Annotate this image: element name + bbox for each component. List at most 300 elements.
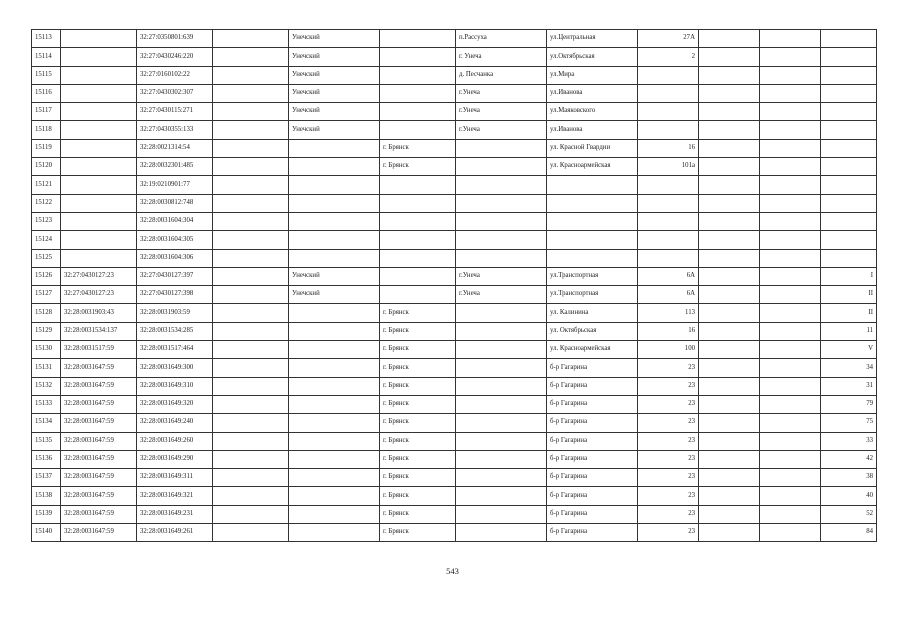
table-cell: ул.Иванова bbox=[547, 121, 638, 139]
table-cell bbox=[699, 377, 760, 395]
table-cell bbox=[61, 84, 137, 102]
table-cell bbox=[380, 267, 456, 285]
table-cell: 23 bbox=[638, 469, 699, 487]
table-cell: 15128 bbox=[32, 304, 61, 322]
table-cell: ул.Октябрьская bbox=[547, 48, 638, 66]
table-cell bbox=[760, 139, 821, 157]
table-cell: 15137 bbox=[32, 469, 61, 487]
table-cell: б-р Гагарина bbox=[547, 505, 638, 523]
table-cell bbox=[699, 139, 760, 157]
table-cell bbox=[699, 487, 760, 505]
table-cell: ул.Иванова bbox=[547, 84, 638, 102]
table-cell bbox=[699, 267, 760, 285]
table-cell bbox=[456, 194, 547, 212]
table-cell bbox=[699, 469, 760, 487]
table-cell: 32:28:0031517:59 bbox=[61, 341, 137, 359]
table-cell: 84 bbox=[821, 524, 877, 542]
table-cell: б-р Гагарина bbox=[547, 469, 638, 487]
table-cell bbox=[760, 322, 821, 340]
table-cell: 32:28:0031647:59 bbox=[61, 469, 137, 487]
table-cell: 32:28:0031649:231 bbox=[137, 505, 213, 523]
table-cell: 32:27:0430127:23 bbox=[61, 267, 137, 285]
table-cell: 15122 bbox=[32, 194, 61, 212]
table-row bbox=[32, 450, 877, 468]
table-cell: 32:27:0430355:133 bbox=[137, 121, 213, 139]
table-cell: 32:27:0350801:639 bbox=[137, 30, 213, 48]
table-cell bbox=[289, 414, 380, 432]
table-cell: 15132 bbox=[32, 377, 61, 395]
table-cell: ул.Мира bbox=[547, 66, 638, 84]
table-cell: 101а bbox=[638, 158, 699, 176]
table-cell: 15130 bbox=[32, 341, 61, 359]
table-row bbox=[32, 194, 877, 212]
table-cell: г. Брянск bbox=[380, 377, 456, 395]
table-cell bbox=[380, 286, 456, 304]
table-cell bbox=[760, 194, 821, 212]
table-cell: б-р Гагарина bbox=[547, 377, 638, 395]
table-cell: 32:28:0031649:290 bbox=[137, 450, 213, 468]
table-cell bbox=[760, 267, 821, 285]
table-row bbox=[32, 341, 877, 359]
table-cell bbox=[380, 249, 456, 267]
table-cell: 32:28:0031517:464 bbox=[137, 341, 213, 359]
table-cell bbox=[699, 304, 760, 322]
table-cell bbox=[760, 66, 821, 84]
table-cell bbox=[289, 505, 380, 523]
table-cell: г. Унеча bbox=[456, 48, 547, 66]
table-cell bbox=[699, 30, 760, 48]
table-cell bbox=[289, 450, 380, 468]
table-cell: 31 bbox=[821, 377, 877, 395]
table-cell bbox=[213, 395, 289, 413]
table-cell bbox=[821, 194, 877, 212]
page-number: 543 bbox=[446, 566, 459, 576]
table-cell: 32:28:0030812:748 bbox=[137, 194, 213, 212]
table-cell: 32:28:0031647:59 bbox=[61, 377, 137, 395]
table-cell: г. Брянск bbox=[380, 359, 456, 377]
table-cell: 32:28:0021314:54 bbox=[137, 139, 213, 157]
table-cell bbox=[61, 249, 137, 267]
table-row bbox=[32, 48, 877, 66]
table-cell: 32:28:0031903:43 bbox=[61, 304, 137, 322]
table-cell bbox=[289, 432, 380, 450]
table-cell: 15129 bbox=[32, 322, 61, 340]
table-cell bbox=[380, 66, 456, 84]
table-cell bbox=[760, 158, 821, 176]
table-cell: 32:27:0430115:271 bbox=[137, 103, 213, 121]
table-cell bbox=[456, 414, 547, 432]
table-cell: Унечский bbox=[289, 267, 380, 285]
table-cell bbox=[61, 66, 137, 84]
table-cell bbox=[289, 158, 380, 176]
table-cell bbox=[289, 487, 380, 505]
table-cell bbox=[760, 341, 821, 359]
table-cell bbox=[213, 414, 289, 432]
table-cell bbox=[821, 84, 877, 102]
table-cell bbox=[638, 231, 699, 249]
table-cell bbox=[699, 322, 760, 340]
table-cell bbox=[821, 30, 877, 48]
table-cell: ул. Калинина bbox=[547, 304, 638, 322]
table-cell bbox=[213, 487, 289, 505]
table-cell bbox=[638, 84, 699, 102]
table-cell: 15139 bbox=[32, 505, 61, 523]
table-cell bbox=[289, 212, 380, 230]
table-cell: 23 bbox=[638, 414, 699, 432]
table-cell: 15123 bbox=[32, 212, 61, 230]
table-cell: г. Брянск bbox=[380, 158, 456, 176]
table-cell bbox=[760, 414, 821, 432]
table-cell: 32:27:0430127:397 bbox=[137, 267, 213, 285]
table-cell bbox=[456, 341, 547, 359]
table-cell: 23 bbox=[638, 432, 699, 450]
table-cell bbox=[821, 121, 877, 139]
table-cell bbox=[760, 469, 821, 487]
table-cell: 100 bbox=[638, 341, 699, 359]
table-cell bbox=[821, 158, 877, 176]
table-cell bbox=[456, 432, 547, 450]
table-cell: 32:28:0031647:59 bbox=[61, 450, 137, 468]
table-cell: д. Песчанка bbox=[456, 66, 547, 84]
table-row bbox=[32, 304, 877, 322]
table-cell: ул. Октябрьская bbox=[547, 322, 638, 340]
table-cell bbox=[699, 66, 760, 84]
table-cell bbox=[760, 395, 821, 413]
table-cell: б-р Гагарина bbox=[547, 450, 638, 468]
table-cell: 15127 bbox=[32, 286, 61, 304]
table-cell bbox=[213, 121, 289, 139]
table-cell bbox=[699, 48, 760, 66]
table-cell bbox=[456, 212, 547, 230]
table-cell bbox=[289, 194, 380, 212]
table-cell bbox=[699, 286, 760, 304]
table-cell bbox=[61, 103, 137, 121]
table-cell: г. Брянск bbox=[380, 524, 456, 542]
table-row bbox=[32, 524, 877, 542]
table-cell: 15118 bbox=[32, 121, 61, 139]
table-cell: 32:27:0430127:23 bbox=[61, 286, 137, 304]
table-cell: 15133 bbox=[32, 395, 61, 413]
table-cell bbox=[289, 359, 380, 377]
table-cell: 32:28:0031647:59 bbox=[61, 359, 137, 377]
table-cell: ул.Маяковского bbox=[547, 103, 638, 121]
table-cell bbox=[699, 158, 760, 176]
table-cell: I bbox=[821, 267, 877, 285]
table-cell bbox=[456, 304, 547, 322]
table-cell bbox=[213, 139, 289, 157]
table-cell: г. Брянск bbox=[380, 469, 456, 487]
table-row bbox=[32, 66, 877, 84]
table-cell: 32:28:0031649:240 bbox=[137, 414, 213, 432]
table-cell: ул.Транспортная bbox=[547, 267, 638, 285]
table-cell: б-р Гагарина bbox=[547, 432, 638, 450]
table-cell bbox=[213, 231, 289, 249]
table-cell bbox=[699, 450, 760, 468]
table-cell bbox=[760, 304, 821, 322]
table-cell bbox=[289, 322, 380, 340]
table-cell bbox=[638, 176, 699, 194]
table-cell bbox=[760, 286, 821, 304]
table-cell: 40 bbox=[821, 487, 877, 505]
table-cell: 15115 bbox=[32, 66, 61, 84]
table-cell bbox=[456, 139, 547, 157]
table-cell bbox=[289, 176, 380, 194]
table-cell: 15120 bbox=[32, 158, 61, 176]
table-row bbox=[32, 84, 877, 102]
table-cell bbox=[638, 66, 699, 84]
table-cell bbox=[760, 487, 821, 505]
table-cell bbox=[547, 212, 638, 230]
table-cell: г. Брянск bbox=[380, 139, 456, 157]
table-cell bbox=[213, 432, 289, 450]
table-cell: 15131 bbox=[32, 359, 61, 377]
table-cell: 23 bbox=[638, 359, 699, 377]
table-cell bbox=[699, 395, 760, 413]
table-cell bbox=[289, 341, 380, 359]
table-cell bbox=[380, 84, 456, 102]
table-cell: ул.Транспортная bbox=[547, 286, 638, 304]
table-cell bbox=[61, 231, 137, 249]
table-cell: Унечский bbox=[289, 121, 380, 139]
table-cell: 15138 bbox=[32, 487, 61, 505]
table-cell bbox=[380, 231, 456, 249]
table-cell bbox=[456, 505, 547, 523]
table-cell: 32:28:0031649:261 bbox=[137, 524, 213, 542]
table-cell bbox=[638, 249, 699, 267]
table-cell bbox=[699, 194, 760, 212]
table-cell bbox=[61, 176, 137, 194]
table-cell bbox=[61, 212, 137, 230]
table-cell: г. Брянск bbox=[380, 395, 456, 413]
table-cell bbox=[699, 505, 760, 523]
table-cell bbox=[760, 212, 821, 230]
table-cell: г. Брянск bbox=[380, 450, 456, 468]
table-cell bbox=[760, 121, 821, 139]
table-cell: 32:28:0031534:137 bbox=[61, 322, 137, 340]
table-cell: 32:28:0031604:305 bbox=[137, 231, 213, 249]
table-cell bbox=[456, 359, 547, 377]
table-cell bbox=[699, 212, 760, 230]
table-cell: г. Брянск bbox=[380, 414, 456, 432]
table-cell: ул.Центральная bbox=[547, 30, 638, 48]
table-cell: б-р Гагарина bbox=[547, 414, 638, 432]
table-cell bbox=[760, 359, 821, 377]
table-cell bbox=[821, 212, 877, 230]
table-cell: г. Брянск bbox=[380, 322, 456, 340]
table-cell bbox=[760, 84, 821, 102]
table-cell bbox=[213, 267, 289, 285]
table-cell: 32:28:0031604:306 bbox=[137, 249, 213, 267]
table-row bbox=[32, 103, 877, 121]
table-cell bbox=[289, 395, 380, 413]
table-cell bbox=[760, 48, 821, 66]
table-cell bbox=[380, 103, 456, 121]
table-cell: 15117 bbox=[32, 103, 61, 121]
table-cell bbox=[289, 139, 380, 157]
table-cell: Унечский bbox=[289, 48, 380, 66]
table-cell: г.Унеча bbox=[456, 103, 547, 121]
table-cell: Унечский bbox=[289, 30, 380, 48]
table-cell bbox=[456, 377, 547, 395]
table-cell: б-р Гагарина bbox=[547, 524, 638, 542]
table-cell bbox=[760, 30, 821, 48]
table-cell: 15135 bbox=[32, 432, 61, 450]
table-cell: Унечский bbox=[289, 66, 380, 84]
table-cell bbox=[289, 249, 380, 267]
table-cell bbox=[213, 249, 289, 267]
table-cell bbox=[456, 249, 547, 267]
table-cell bbox=[213, 341, 289, 359]
table-cell: II bbox=[821, 304, 877, 322]
table-row bbox=[32, 212, 877, 230]
table-cell bbox=[213, 66, 289, 84]
table-cell: 32:28:0031649:320 bbox=[137, 395, 213, 413]
table-cell bbox=[821, 48, 877, 66]
table-cell: 79 bbox=[821, 395, 877, 413]
table-cell bbox=[61, 139, 137, 157]
table-cell bbox=[699, 249, 760, 267]
table-cell: 6А bbox=[638, 286, 699, 304]
table-cell bbox=[61, 30, 137, 48]
table-row bbox=[32, 487, 877, 505]
table-cell: 23 bbox=[638, 487, 699, 505]
table-cell bbox=[61, 194, 137, 212]
table-cell: г. Брянск bbox=[380, 487, 456, 505]
table-cell: ул. Красной Гвардии bbox=[547, 139, 638, 157]
table-cell bbox=[213, 524, 289, 542]
table-cell: 23 bbox=[638, 377, 699, 395]
table-cell bbox=[213, 158, 289, 176]
table-cell: 32:28:0031649:311 bbox=[137, 469, 213, 487]
table-cell: 32:28:0031649:321 bbox=[137, 487, 213, 505]
table-cell bbox=[699, 121, 760, 139]
table-cell: 23 bbox=[638, 395, 699, 413]
table-cell bbox=[289, 524, 380, 542]
table-cell bbox=[456, 231, 547, 249]
table-cell: 32:27:0430246:220 bbox=[137, 48, 213, 66]
table-cell: г.Унеча bbox=[456, 267, 547, 285]
table-cell: 15126 bbox=[32, 267, 61, 285]
table-cell: б-р Гагарина bbox=[547, 487, 638, 505]
table-cell: II bbox=[821, 286, 877, 304]
table-row bbox=[32, 267, 877, 285]
table-cell bbox=[547, 194, 638, 212]
table-cell bbox=[380, 194, 456, 212]
table-cell: 15134 bbox=[32, 414, 61, 432]
table-cell bbox=[760, 249, 821, 267]
table-cell: 27А bbox=[638, 30, 699, 48]
table-row bbox=[32, 286, 877, 304]
table-cell bbox=[61, 48, 137, 66]
table-cell bbox=[213, 359, 289, 377]
table-cell bbox=[380, 176, 456, 194]
table-cell bbox=[380, 121, 456, 139]
table-cell bbox=[213, 304, 289, 322]
table-cell bbox=[289, 469, 380, 487]
table-cell: 32:28:0031647:59 bbox=[61, 524, 137, 542]
table-row bbox=[32, 322, 877, 340]
table-cell: 15113 bbox=[32, 30, 61, 48]
table-cell: 32:28:0031604:304 bbox=[137, 212, 213, 230]
table-cell: 38 bbox=[821, 469, 877, 487]
table-cell: б-р Гагарина bbox=[547, 395, 638, 413]
table-cell: г. Брянск bbox=[380, 432, 456, 450]
table-cell bbox=[213, 212, 289, 230]
table-cell: ул. Красноармейская bbox=[547, 341, 638, 359]
table-cell bbox=[547, 249, 638, 267]
table-cell bbox=[638, 121, 699, 139]
table-cell: п.Рассуха bbox=[456, 30, 547, 48]
table-cell: 34 bbox=[821, 359, 877, 377]
table-cell bbox=[547, 176, 638, 194]
table-cell bbox=[547, 231, 638, 249]
table-cell: 15119 bbox=[32, 139, 61, 157]
table-cell: 2 bbox=[638, 48, 699, 66]
table-cell bbox=[821, 231, 877, 249]
table-cell bbox=[760, 450, 821, 468]
table-body bbox=[32, 30, 877, 542]
table-cell: 15136 bbox=[32, 450, 61, 468]
table-cell bbox=[213, 469, 289, 487]
table-cell bbox=[760, 432, 821, 450]
table-cell: 23 bbox=[638, 524, 699, 542]
table-cell bbox=[213, 30, 289, 48]
table-row bbox=[32, 395, 877, 413]
table-row bbox=[32, 249, 877, 267]
table-row bbox=[32, 176, 877, 194]
table-cell: 32:28:0032301:485 bbox=[137, 158, 213, 176]
table-cell: 11 bbox=[821, 322, 877, 340]
table-cell bbox=[821, 249, 877, 267]
table-cell bbox=[380, 30, 456, 48]
table-cell bbox=[821, 66, 877, 84]
table-cell bbox=[456, 322, 547, 340]
table-cell bbox=[699, 176, 760, 194]
table-cell bbox=[699, 414, 760, 432]
table-cell bbox=[213, 48, 289, 66]
table-cell: 32:28:0031647:59 bbox=[61, 505, 137, 523]
table-row bbox=[32, 231, 877, 249]
table-cell: г.Унеча bbox=[456, 286, 547, 304]
table-cell: 32:27:0430302:307 bbox=[137, 84, 213, 102]
table-cell: 52 bbox=[821, 505, 877, 523]
table-cell: Унечский bbox=[289, 84, 380, 102]
table-cell: б-р Гагарина bbox=[547, 359, 638, 377]
table-cell: 32:28:0031649:310 bbox=[137, 377, 213, 395]
table-cell: г.Унеча bbox=[456, 121, 547, 139]
table-cell: 15116 bbox=[32, 84, 61, 102]
table-row bbox=[32, 469, 877, 487]
table-cell bbox=[760, 377, 821, 395]
table-cell bbox=[821, 103, 877, 121]
table-row bbox=[32, 432, 877, 450]
table-cell bbox=[456, 469, 547, 487]
table-cell bbox=[699, 432, 760, 450]
table-cell bbox=[821, 139, 877, 157]
table-cell bbox=[699, 231, 760, 249]
table-cell: 16 bbox=[638, 322, 699, 340]
table-cell: 15114 bbox=[32, 48, 61, 66]
table-cell: 15124 bbox=[32, 231, 61, 249]
table-cell bbox=[760, 176, 821, 194]
table-row bbox=[32, 359, 877, 377]
table-cell bbox=[289, 377, 380, 395]
table-cell: Унечский bbox=[289, 103, 380, 121]
table-cell bbox=[289, 231, 380, 249]
table-row bbox=[32, 377, 877, 395]
table-cell bbox=[213, 450, 289, 468]
table-cell bbox=[61, 121, 137, 139]
